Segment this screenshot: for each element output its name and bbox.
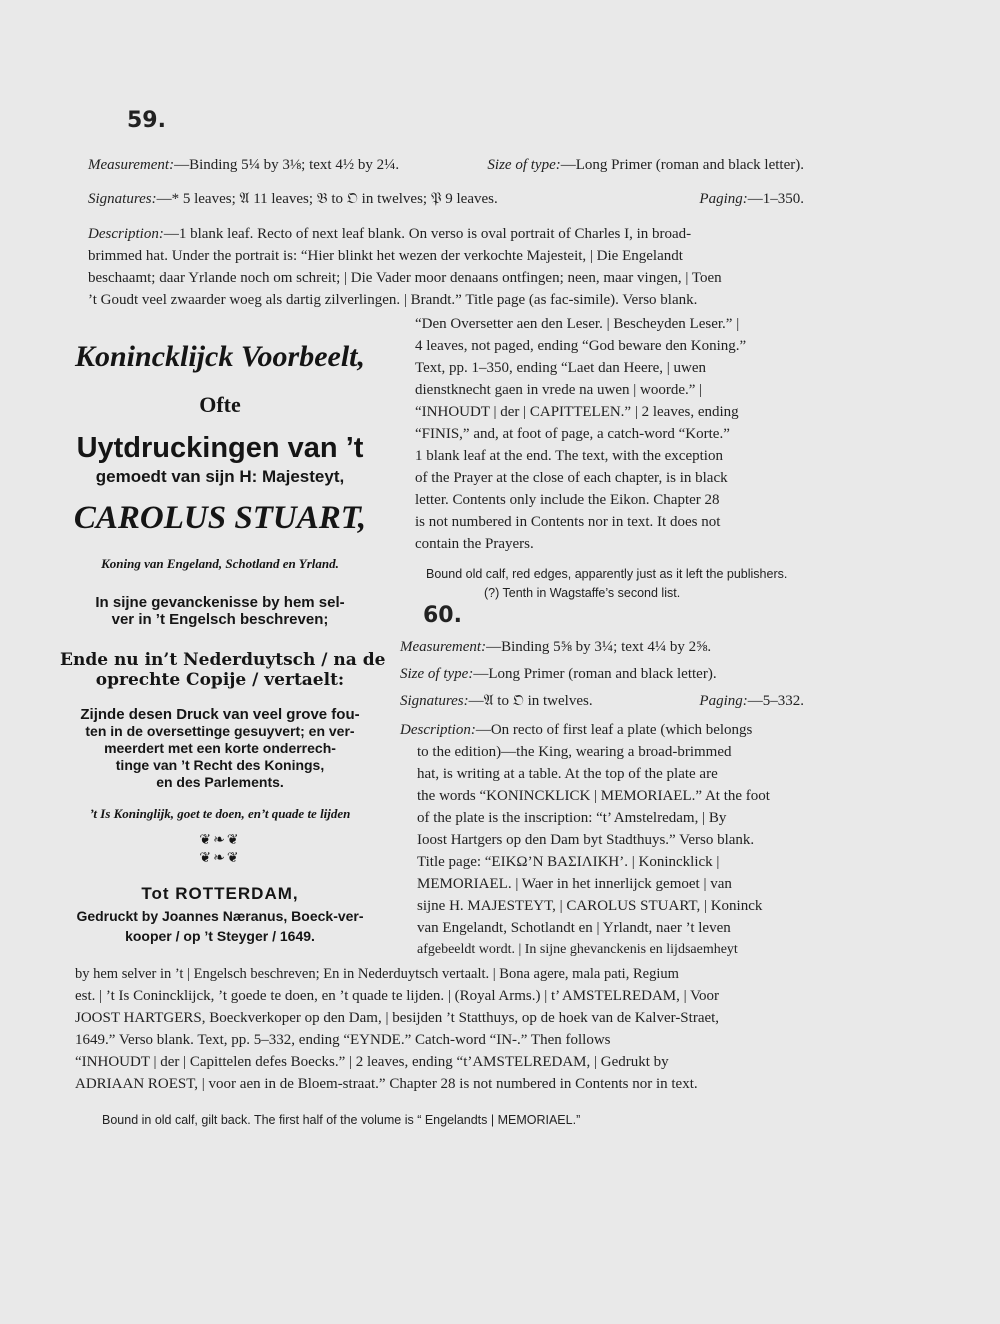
signatures-value: —𝔄 to 𝔒 in twelves.	[468, 693, 593, 709]
column-line-59: 4 leaves, not paged, ending “God beware den Koning.”	[415, 338, 747, 354]
full-line-60: 1649.” Verso blank. Text, pp. 5–332, ending “EYNDE.” Catch-word “IN-.” Then follows	[75, 1032, 611, 1048]
description-text: —1 blank leaf. Recto of next leaf blank. On verso is oval portrait of Charles I, in broad-	[163, 226, 692, 242]
signatures-label: Signatures:	[400, 693, 469, 709]
title-line-koning: Koning van Engeland, Schotland en Yrland.	[101, 556, 339, 571]
full-line-60: est. | ’t Is Coninckli​jck, ’t goede te doen, en ’t quade te lijden. | (Royal Arms.) | t’ AMSTELREDAM, | Voor	[75, 988, 720, 1004]
title-line-druck-1: Zijnde desen Druck van veel grove fou-	[80, 706, 360, 723]
full-line-60: “INHOUDT | der | Capittelen defes Boecks.” | 2 leaves, ending “t’AMSTELREDAM, | Gedrukt by	[75, 1054, 669, 1070]
column-line-60: afgebeeldt wordt. | In sijne ghevanckenis en lijdsaemheyt	[417, 942, 738, 957]
column-line-60: MEMORIAEL. | Waer in het innerlijck gemoet | van	[417, 876, 732, 892]
title-line-nederduytsch-1: Ende nu in’t Nederduytsch / na de	[60, 650, 386, 670]
full-line-60: JOOST HARTGERS, Boeckverkoper op den Dam, | besijden ’t Statthuys, op de hoek van de Kalver-Straet,	[75, 1010, 720, 1026]
title-line-carolus: CAROLUS STUART,	[73, 500, 367, 536]
imprint-printer-1: Gedruckt by Joannes Næranus, Boeck-ver-	[76, 908, 364, 924]
title-line-uytdruckingen: Uytdruckingen van ’t	[76, 432, 364, 464]
column-line-59: dienstknecht gaen in vrede na uwen | woorde.” |	[415, 382, 703, 398]
column-line-60: the words “KONINCKLICK | MEMORIAEL.” At the foot	[417, 788, 770, 804]
size-of-type-value: —Long Primer (roman and black letter).	[473, 666, 717, 682]
paging-label: Paging:	[699, 191, 748, 207]
title-line-gemoedt: gemoedt van sijn H: Majesteyt,	[95, 467, 345, 486]
column-line-60: Title page: “ΕΙΚΩ’Ν ΒΑΣΙΛΙΚΗ’. | Koninckli​ck |	[417, 854, 720, 870]
binding-note-59: Bound old calf, red edges, apparently just as it left the publishers.	[426, 567, 788, 581]
description-line-59-2: brimmed hat. Under the portrait is: “Hier blinkt het wezen der verkochte Majesteit, | Die Engelandt	[88, 248, 683, 264]
column-line-59: is not numbered in Contents nor in text. It does not	[415, 514, 721, 530]
column-line-60: of the plate is the inscription: “t’ Amstelredam, | By	[417, 810, 727, 826]
measurement-row-59	[88, 155, 804, 175]
measurement-label: Measurement:	[400, 639, 487, 655]
signatures-row-59	[88, 189, 804, 209]
title-line-gevanckenisse-2: ver in ’t Engelsch beschreven;	[111, 611, 329, 628]
size-of-type-label: Size of type:	[400, 666, 474, 682]
imprint-place: Tot ROTTERDAM,	[141, 884, 299, 903]
column-line-60: hat, is writing at a table. At the top of the plate are	[417, 766, 718, 782]
binding-note-60: Bound in old calf, gilt back. The first half of the volume is “ Engelandts | MEMORIAEL.”	[102, 1113, 581, 1127]
column-line-60: van Engelandt, Schotlandt en | Yrlandt, naer ’t leven	[417, 920, 731, 936]
signatures-row-60	[400, 691, 804, 711]
full-line-60: ADRIAAN ROEST, | voor aen in de Bloem-straat.” Chapter 28 is not numbered in Contents nor in text.	[75, 1076, 698, 1092]
column-line-59: of the Prayer at the close of each chapter, is in black	[415, 470, 728, 486]
measurement-value: —Binding 5⅝ by 3¼; text 4¼ by 2⅝.	[486, 639, 712, 655]
size-of-type-row-60	[400, 664, 717, 684]
column-line-59: 1 blank leaf at the end. The text, with the exception	[415, 448, 723, 464]
imprint-printer-2: kooper / op ’t Steyger / 1649.	[125, 928, 315, 944]
paging-label: Paging:	[699, 693, 748, 709]
printer-ornament: ❦❧❦	[199, 851, 241, 866]
title-line-druck-3: meerdert met een korte onderrech-	[104, 740, 336, 756]
measurement-value: —Binding 5¼ by 3⅛; text 4½ by 2¼.	[174, 157, 400, 173]
signatures-value: —* 5 leaves; 𝔄 11 leaves; 𝔅 to 𝔒 in twelves; 𝔓 9 leaves.	[156, 191, 498, 207]
column-line-60: Ioost Hartgers op den Dam byt Stadthuys.” Verso blank.	[417, 832, 755, 848]
title-line-nederduytsch-2: oprechte Copije / vertaelt:	[95, 670, 345, 690]
title-line-druck-2: ten in de oversettinge gesuyvert; en ver-	[85, 723, 355, 739]
description-text: —On recto of first leaf a plate (which belongs	[475, 722, 753, 738]
title-line-druck-5: en des Parlements.	[156, 774, 284, 790]
column-line-59: “FINIS,” and, at foot of page, a catch-word “Korte.”	[415, 426, 730, 442]
entry-number-59: 59.	[127, 108, 166, 133]
signatures-label: Signatures:	[88, 191, 157, 207]
title-line-voorbeelt: Koninckl​ijck Voorbeelt,	[74, 340, 365, 373]
list-note-59: (?) Tenth in Wagstaffe’s second list.	[484, 586, 681, 600]
paging-value: —1–350.	[747, 191, 804, 207]
measurement-row-60	[400, 637, 711, 657]
column-line-59: Text, pp. 1–350, ending “Laet dan Heere, | uwen	[415, 360, 707, 376]
description-line-60-1	[400, 720, 752, 740]
title-motto: ’t Is Koninglijk, goet te doen, en’t quade te lijden	[89, 806, 351, 821]
column-line-60: to the edition)—the King, wearing a broad-brimmed	[417, 744, 732, 760]
full-line-60: by hem selver in ’t | Engelsch beschreven; En in Nederduytsch vertaalt. | Bona agere, mala pati, Regium	[75, 966, 679, 982]
measurement-label: Measurement:	[88, 157, 175, 173]
description-line-59-3: beschaamt; daar Yrlande noch om schreit; | Die Vader moor denaans ontfingen; neen, maar vingen, | Toen	[88, 270, 722, 286]
column-line-59: letter. Contents only include the Eikon. Chapter 28	[415, 492, 720, 508]
column-line-59: “INHOUDT | der | CAPITTELEN.” | 2 leaves, ending	[415, 404, 739, 420]
size-of-type-label: Size of type:	[487, 157, 561, 173]
column-line-59: “Den Oversetter aen den Leser. | Bescheyden Leser.” |	[415, 316, 740, 332]
description-label: Description:	[400, 722, 476, 738]
column-line-59: contain the Prayers.	[415, 536, 534, 552]
title-line-gevanckenisse-1: In sijne gevanckenisse by hem sel-	[95, 594, 345, 611]
size-of-type-value: —Long Primer (roman and black letter).	[560, 157, 804, 173]
paging-value: —5–332.	[747, 693, 804, 709]
column-line-60: sijne H. MAJESTEYT, | CAROLUS STUART, | Koninck	[417, 898, 763, 914]
description-line-59-4: ’t Goudt veel zwaarder woeg als dartig zilverlingen. | Brandt.” Title page (as fac-simile). Verso blank.	[88, 292, 698, 308]
title-line-ofte: Ofte	[199, 392, 241, 417]
entry-number-60: 60.	[423, 603, 462, 628]
title-line-druck-4: tinge van ’t Recht des Konings,	[115, 757, 325, 773]
description-label: Description:	[88, 226, 164, 242]
printer-ornament: ❦❧❦	[199, 833, 241, 848]
description-line-59-1	[88, 224, 691, 244]
